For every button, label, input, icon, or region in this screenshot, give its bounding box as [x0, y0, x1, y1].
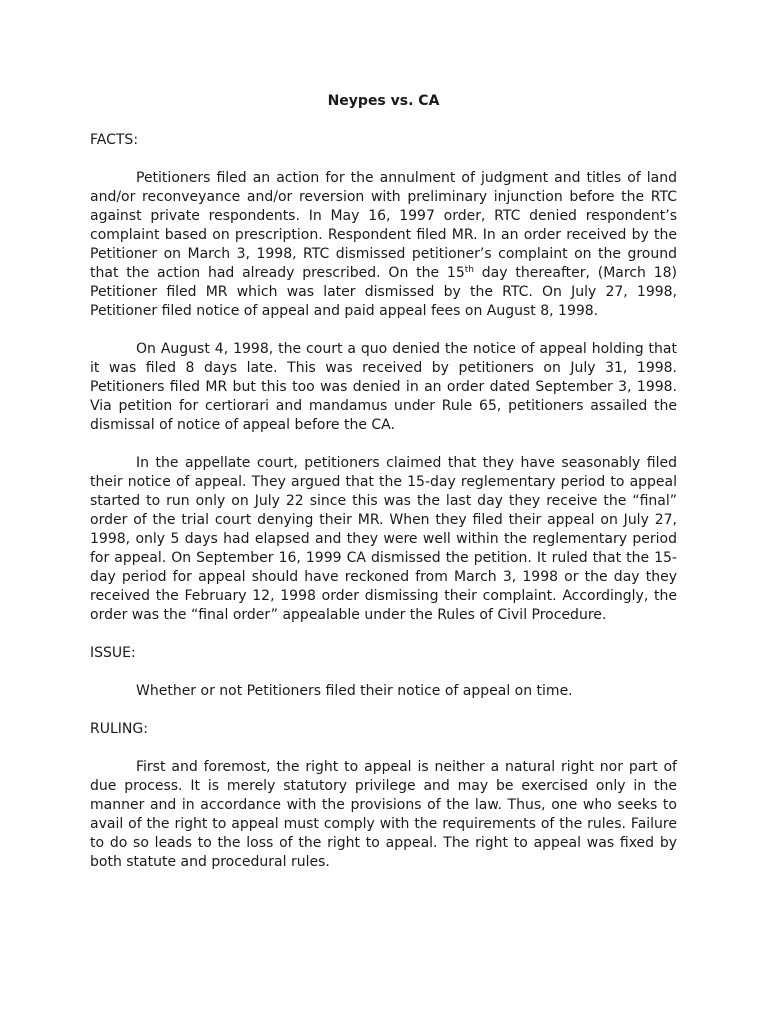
issue-heading: ISSUE: [90, 645, 136, 661]
document-page [90, 92, 677, 891]
ruling-heading: RULING: [90, 721, 148, 737]
facts-paragraph-1-text-b: day thereafter, (March 18) Petitioner filed MR which was later dismissed by the RTC. On July 27, 1998, Petitioner filed notice of appeal and paid appeal fees on August 8, 1998. [90, 265, 677, 319]
facts-paragraph-2: On August 4, 1998, the court a quo denied the notice of appeal holding that it was filed 8 days late. This was received by petitioners on July 31, 1998. Petitioners filed MR but this too was denied in an order dated September 3, 1998. Via petition for certiorari and mandamus under Rule 65, petitioners assailed the dismissal of notice of appeal before the CA. [90, 341, 677, 433]
ruling-paragraph: First and foremost, the right to appeal is neither a natural right nor part of due process. It is merely statutory privilege and may be exercised only in the manner and in accordance with the provisions of the law. Thus, one who seeks to avail of the right to appeal must comply with the requirements of the rules. Failure to do so leads to the loss of the right to appeal. The right to appeal was fixed by both statute and procedural rules. [90, 759, 677, 870]
facts-paragraph-3: In the appellate court, petitioners claimed that they have seasonably filed their notice of appeal. They argued that the 15-day reglementary period to appeal started to run only on July 22 since this was the last day they receive the “final” order of the trial court denying their MR. When they filed their appeal on July 27, 1998, only 5 days had elapsed and they were well within the reglementary period for appeal. On September 16, 1999 CA dismissed the petition. It ruled that the 15-day period for appeal should have reckoned from March 3, 1998 or the day they received the February 12, 1998 order dismissing their complaint. Accordingly, the order was the “final order” appealable under the Rules of Civil Procedure. [90, 455, 677, 623]
ordinal-superscript: th [464, 265, 474, 275]
facts-heading: FACTS: [90, 132, 139, 148]
facts-paragraph-1 [90, 169, 677, 321]
document-title: Neypes vs. CA [327, 93, 440, 109]
issue-paragraph: Whether or not Petitioners filed their notice of appeal on time. [136, 683, 573, 699]
facts-paragraph-1-text-a: Petitioners filed an action for the annulment of judgment and titles of land and/or reconveyance and/or reversion with preliminary injunction before the RTC against private respondents. In May 16, 1997 order, RTC denied respondent’s complaint based on prescription. Respondent filed MR. In an order received by the Petitioner on March 3, 1998, RTC dismissed petitioner’s complaint on the ground that the action had already prescribed. On the 15 [90, 170, 677, 281]
